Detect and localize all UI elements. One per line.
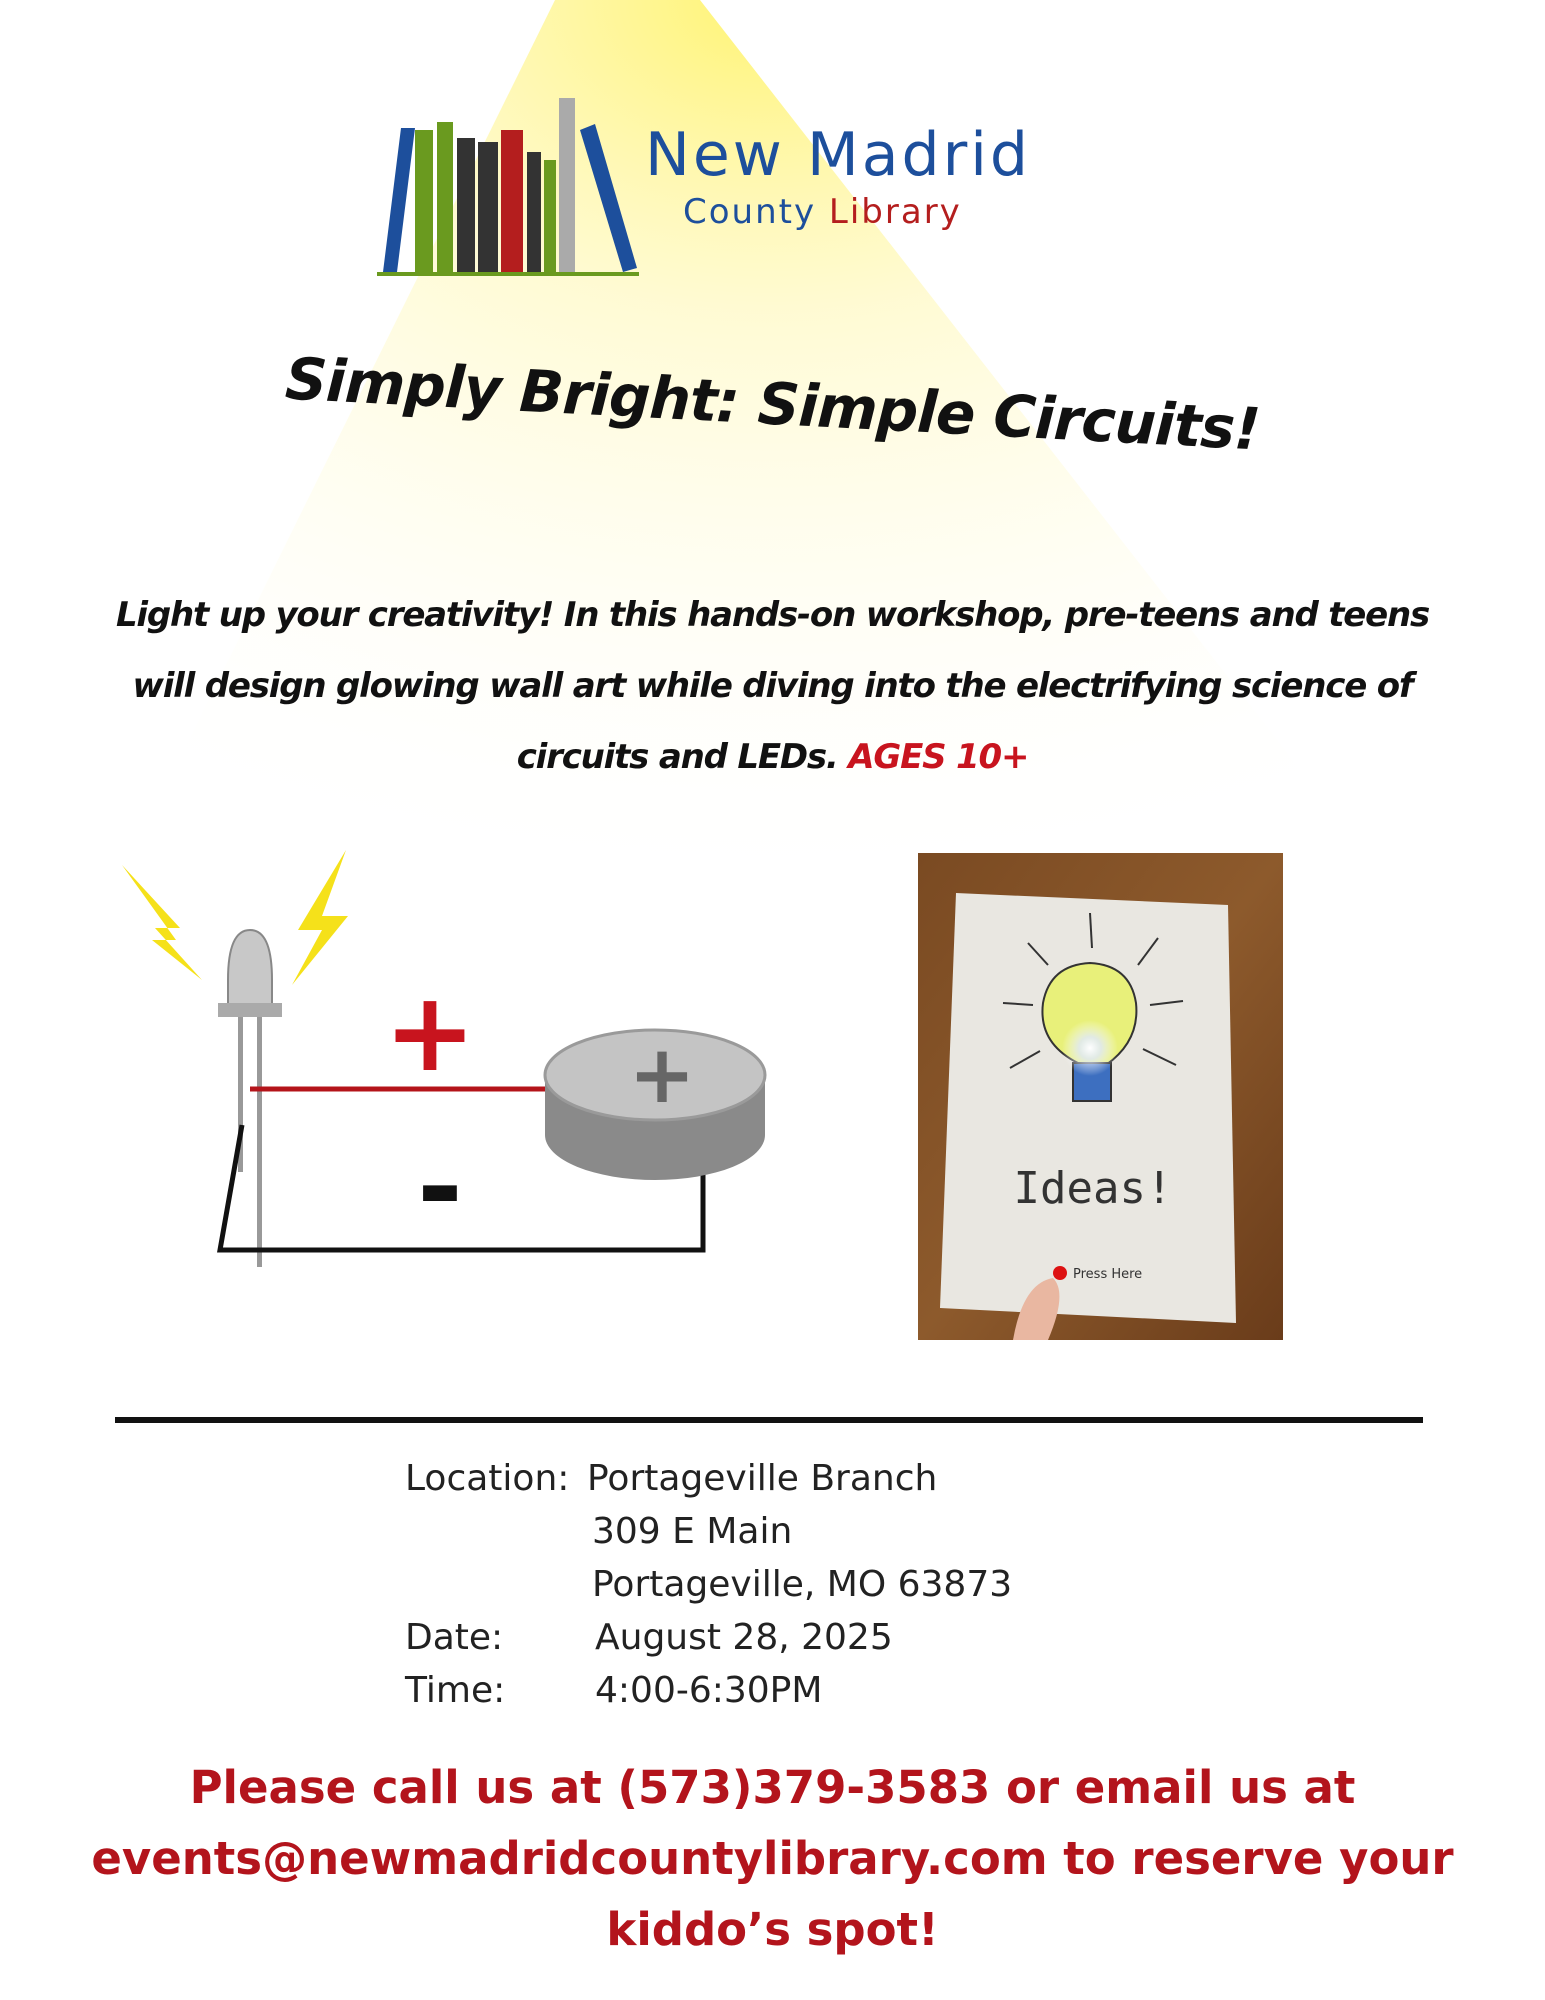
logo-subtitle — [683, 192, 962, 232]
logo-library: Library — [828, 192, 962, 232]
event-title: Simply Bright: Simple Circuits! — [283, 344, 1262, 464]
description-text: Light up your creativity! In this hands-on workshop, pre-teens and teens will design glowing wall art while diving into the electrifying science of circuits and LEDs. — [115, 595, 1430, 777]
bookshelf-icon — [375, 90, 645, 290]
age-requirement: AGES 10+ — [848, 737, 1029, 777]
date-value: August 28, 2025 — [595, 1617, 893, 1658]
press-button-dot — [1053, 1266, 1067, 1280]
library-logo — [375, 90, 1175, 290]
press-here-label: Press Here — [1073, 1267, 1143, 1282]
event-description — [80, 580, 1465, 793]
battery-plus-sign: + — [628, 1028, 696, 1121]
location-label: Location: — [405, 1458, 570, 1499]
positive-sign: + — [383, 968, 477, 1096]
negative-sign: - — [417, 1123, 463, 1251]
coin-battery-icon — [545, 1028, 765, 1180]
logo-county: County — [683, 192, 817, 232]
time-value: 4:00-6:30PM — [595, 1670, 823, 1711]
card-ideas-text: Ideas! — [1013, 1163, 1173, 1214]
street-address: 309 E Main — [592, 1511, 793, 1552]
logo-name: New Madrid — [645, 120, 1031, 190]
date-label: Date: — [405, 1617, 504, 1658]
divider-line — [115, 1417, 1423, 1423]
city-address: Portageville, MO 63873 — [592, 1564, 1013, 1605]
location-name: Portageville Branch — [587, 1458, 938, 1499]
example-card-photo — [918, 853, 1283, 1340]
circuit-diagram — [110, 840, 790, 1270]
time-label: Time: — [405, 1670, 506, 1711]
reservation-call-to-action: Please call us at (573)379-3583 or email us at events@newmadridcountylibrary.com to reserve your kiddo’s spot! — [91, 1761, 1454, 1956]
